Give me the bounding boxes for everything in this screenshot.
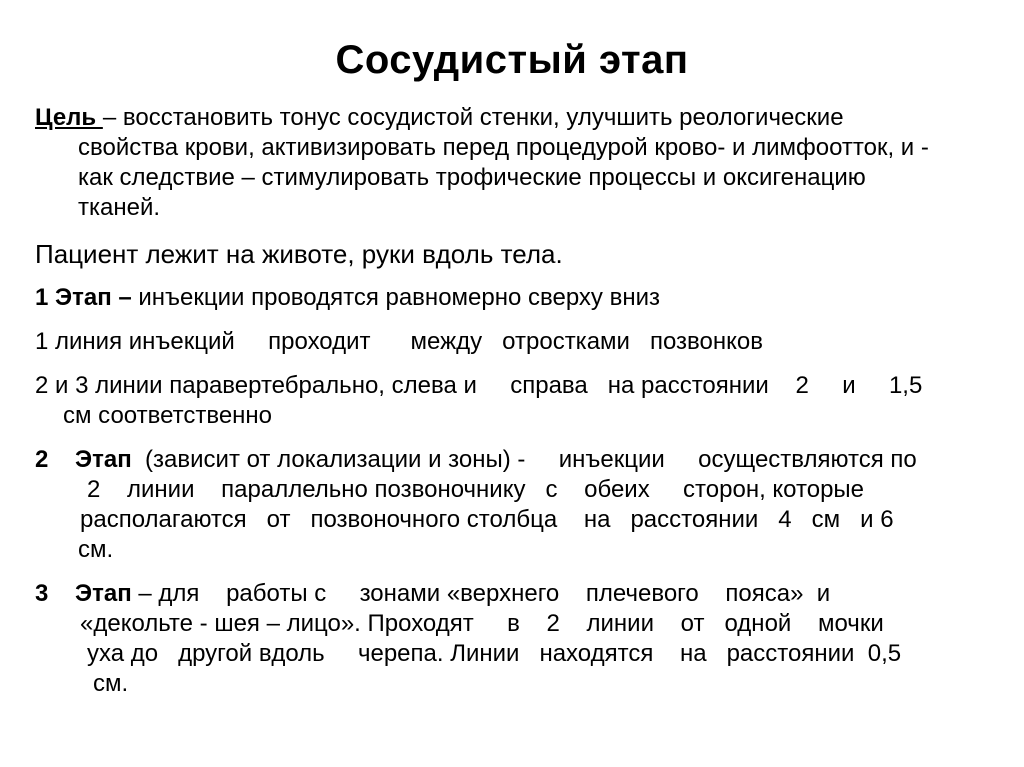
text-line <box>35 669 996 699</box>
text-segment: располагаются от позвоночного столбца на расстоянии 4 см и 6 <box>80 506 894 533</box>
text-segment: см соответственно <box>63 402 273 429</box>
text-line <box>35 609 996 639</box>
text-segment-bold: 3 Этап <box>35 580 132 607</box>
text-segment: см. <box>93 670 129 697</box>
text-segment: 2 линии параллельно позвоночнику с обеих сторон, которые <box>87 476 865 503</box>
text-line <box>35 475 996 505</box>
text-line <box>35 505 996 535</box>
text-line <box>35 103 996 133</box>
paragraph-stage3 <box>35 579 996 699</box>
text-line <box>35 445 996 475</box>
text-segment: (зависит от локализации и зоны) - инъекции осуществляются по <box>131 446 917 473</box>
text-segment: как следствие – стимулировать трофические процессы и оксигенацию <box>78 164 866 191</box>
text-segment: тканей. <box>78 194 161 221</box>
text-line <box>35 535 996 565</box>
text-line <box>35 133 996 163</box>
paragraph-line1 <box>35 327 996 357</box>
slide-body <box>0 103 1024 699</box>
text-segment: 2 и 3 линии паравертебрально, слева и справа на расстоянии 2 и 1,5 <box>35 372 923 399</box>
paragraph-patient <box>35 237 996 271</box>
text-line <box>35 579 996 609</box>
text-segment-bold: 1 Этап – <box>35 284 139 311</box>
text-segment-bold: 2 Этап <box>35 446 132 473</box>
text-line <box>35 237 996 271</box>
text-segment: – для работы с зонами «верхнего плечевого пояса» и <box>131 580 831 607</box>
text-line <box>35 327 996 357</box>
slide-title: Сосудистый этап <box>335 38 689 82</box>
text-segment: свойства крови, активизировать перед процедурой крово- и лимфоотток, и - <box>78 134 929 161</box>
text-line <box>35 163 996 193</box>
slide-canvas <box>0 38 1024 767</box>
paragraph-stage2 <box>35 445 996 565</box>
paragraph-lines23 <box>35 371 996 431</box>
text-segment: см. <box>78 536 114 563</box>
text-line <box>35 193 996 223</box>
text-segment-bold: Цель <box>35 104 103 131</box>
text-line <box>35 283 996 313</box>
paragraph-goal <box>35 103 996 223</box>
text-line <box>35 371 996 401</box>
text-segment: инъекции проводятся равномерно сверху вниз <box>138 284 660 311</box>
text-segment: – восстановить тонус сосудистой стенки, улучшить реологические <box>102 104 844 131</box>
text-segment: Пациент лежит на животе, руки вдоль тела. <box>35 239 563 269</box>
text-line <box>35 401 996 431</box>
text-line <box>35 639 996 669</box>
text-segment: 1 линия инъекций проходит между отростками позвонков <box>35 328 763 355</box>
paragraph-stage1 <box>35 283 996 313</box>
text-segment: «декольте - шея – лицо». Проходят в 2 линии от одной мочки <box>80 610 884 637</box>
text-segment: уха до другой вдоль черепа. Линии находятся на расстоянии 0,5 <box>87 640 902 667</box>
